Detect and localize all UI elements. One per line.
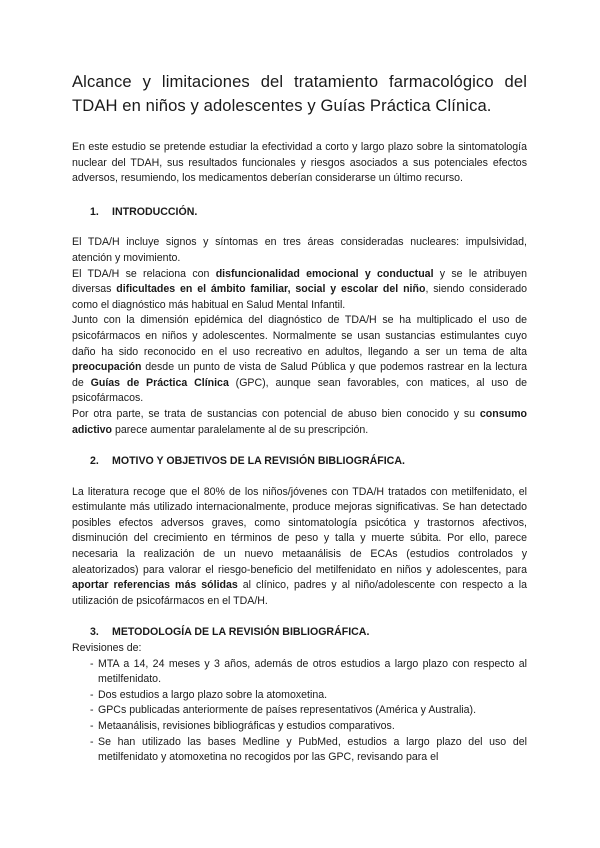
section-3-lead: Revisiones de:	[72, 642, 142, 655]
dash-bullet: -	[90, 704, 94, 717]
text-run: y se le atribuyen diversas	[72, 267, 527, 296]
text-run: , siendo considerado como el diagnóstico más habitual en Salud Mental Infantil.	[72, 283, 528, 311]
section-3-number: 3.	[90, 626, 99, 639]
text-run: parece aumentar paralelamente al de su prescripción.	[112, 423, 369, 436]
emphasis-text: consumo adictivo	[72, 407, 527, 436]
list-item-text: Se han utilizado las bases Medline y PubMed, estudios a largo plazo del uso del metilfenidato y atomoxetina no recogidos por las GPC, revisando para el	[98, 735, 527, 764]
document-title: Alcance y limitaciones del tratamiento farmacológico del TDAH en niños y adolescentes y Guías Práctica Clínica.	[72, 72, 527, 115]
emphasis-text: dificultades en el ámbito familiar, social y escolar del niño	[116, 283, 426, 296]
list-item	[72, 735, 527, 766]
text-run: al clínico, padres y al niño/adolescente con respecto a la utilización de psicofármacos en el TDA/H.	[72, 579, 527, 607]
dash-bullet: -	[90, 657, 94, 670]
list-item	[72, 703, 527, 719]
list-item-text: MTA a 14, 24 meses y 3 años, además de otros estudios a largo plazo con respecto al metilfenidato.	[98, 657, 527, 686]
emphasis-text: preocupación	[72, 361, 142, 374]
section-2-number: 2.	[90, 455, 99, 468]
emphasis-text: Guías de Práctica Clínica	[90, 376, 229, 389]
list-item	[72, 688, 527, 704]
section-1-heading	[72, 205, 527, 221]
section-1-number: 1.	[90, 205, 99, 218]
section-2-paragraph	[72, 485, 527, 610]
text-run: La literatura recoge que el 80% de los niños/jóvenes con TDA/H tratados con metilfenidato, el estimulante más utilizado internacionalmente, produce mejoras significativas. Se han detectado posibles efectos adversos graves, como sintomatología psicótica y trastornos afectivos, disminución del crecimiento en términos de peso y talla y muerte súbita. Por ello, parece necesaria la realización de un nuevo metaanálisis de ECAs (estudios controlados y aleatorizados) para valorar el riesgo-beneficio del metilfenidato en niños y adolescentes, para	[72, 485, 527, 576]
list-item	[72, 719, 527, 735]
list-item-text: Dos estudios a largo plazo sobre la atomoxetina.	[98, 688, 328, 701]
dash-bullet: -	[90, 688, 94, 701]
dash-bullet: -	[90, 720, 94, 732]
review-list	[72, 657, 527, 766]
emphasis-text: disfuncionalidad emocional y conductual	[215, 267, 434, 280]
intro-paragraph: En este estudio se pretende estudiar la efectividad a corto y largo plazo sobre la sintomatología nuclear del TDAH, sus resultados funcionales y riesgos asociados a sus potenciales efectos adversos, resumiendo, los medicamentos deberían considerarse un último recurso.	[72, 141, 527, 185]
list-item-text: Metaanálisis, revisiones bibliográficas y estudios comparativos.	[98, 720, 395, 732]
section-2-title: MOTIVO Y OBJETIVOS DE LA REVISIÓN BIBLIOGRÁFICA.	[112, 455, 405, 468]
section-1-paragraph-2	[72, 267, 527, 314]
section-1-title: INTRODUCCIÓN.	[112, 205, 198, 218]
text-run: El TDA/H se relaciona con	[72, 267, 216, 280]
section-1-paragraph-3	[72, 313, 527, 407]
emphasis-text: aportar referencias más sólidas	[72, 579, 238, 592]
text-run: desde un punto de vista de Salud Pública y que podemos rastrear en la lectura de	[72, 361, 527, 389]
list-item-text: GPCs publicadas anteriormente de países representativos (América y Australia).	[98, 704, 477, 717]
text-run: Junto con la dimensión epidémica del diagnóstico de TDA/H se ha multiplicado el uso de psicofármacos en niños y adolescentes. Normalmente se usan sustancias estimulantes cuyo daño ha sido reconocido en el uso recreativo en adultos, llegando a ser un tema de alta	[72, 314, 527, 358]
dash-bullet: -	[90, 735, 94, 748]
list-item	[72, 657, 527, 688]
text-run: Por otra parte, se trata de sustancias con potencial de abuso bien conocido y su	[72, 407, 480, 420]
section-2-heading	[72, 454, 527, 470]
section-3-heading	[72, 625, 527, 641]
document-page	[72, 70, 527, 766]
section-1-paragraph-1: El TDA/H incluye signos y síntomas en tres áreas consideradas nucleares: impulsividad, atención y movimiento.	[72, 236, 527, 264]
text-run: (GPC), aunque sean favorables, con matices, al uso de psicofármacos.	[72, 376, 527, 405]
section-1-paragraph-4	[72, 407, 527, 438]
section-3-title: METODOLOGÍA DE LA REVISIÓN BIBLIOGRÁFICA.	[112, 626, 370, 639]
